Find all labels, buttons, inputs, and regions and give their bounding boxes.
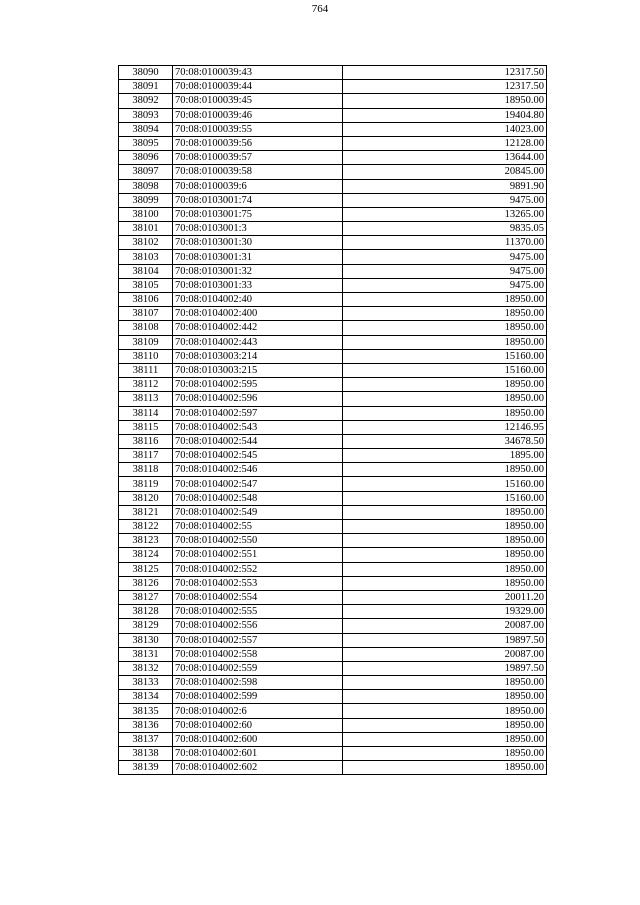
cadastral-number-cell: 70:08:0100039:57 [173,151,343,165]
row-number-cell: 38125 [119,562,173,576]
row-number-cell: 38137 [119,732,173,746]
table-row [119,718,547,732]
value-cell: 18950.00 [343,293,547,307]
table-row [119,704,547,718]
table-row [119,108,547,122]
row-number-cell: 38099 [119,193,173,207]
table-row [119,676,547,690]
table-row [119,307,547,321]
cadastral-number-cell: 70:08:0104002:545 [173,449,343,463]
value-cell: 20087.00 [343,619,547,633]
table-body [119,66,547,775]
table-row [119,449,547,463]
row-number-cell: 38114 [119,406,173,420]
row-number-cell: 38136 [119,718,173,732]
row-number-cell: 38094 [119,122,173,136]
cadastral-number-cell: 70:08:0104002:551 [173,548,343,562]
table-row [119,80,547,94]
cadastral-number-cell: 70:08:0104002:601 [173,747,343,761]
value-cell: 15160.00 [343,477,547,491]
value-cell: 18950.00 [343,761,547,775]
table-row [119,605,547,619]
value-cell: 13265.00 [343,207,547,221]
row-number-cell: 38134 [119,690,173,704]
row-number-cell: 38095 [119,136,173,150]
table-row [119,477,547,491]
cadastral-number-cell: 70:08:0104002:550 [173,534,343,548]
row-number-cell: 38097 [119,165,173,179]
row-number-cell: 38127 [119,590,173,604]
cadastral-number-cell: 70:08:0104002:602 [173,761,343,775]
table-row [119,94,547,108]
value-cell: 18950.00 [343,321,547,335]
cadastral-number-cell: 70:08:0104002:443 [173,335,343,349]
table-row [119,378,547,392]
cadastral-number-cell: 70:08:0104002:6 [173,704,343,718]
value-cell: 12317.50 [343,80,547,94]
row-number-cell: 38107 [119,307,173,321]
table-row [119,122,547,136]
value-cell: 13644.00 [343,151,547,165]
row-number-cell: 38123 [119,534,173,548]
row-number-cell: 38098 [119,179,173,193]
value-cell: 9835.05 [343,222,547,236]
value-cell: 18950.00 [343,562,547,576]
value-cell: 18950.00 [343,676,547,690]
row-number-cell: 38110 [119,349,173,363]
value-cell: 12317.50 [343,66,547,80]
row-number-cell: 38096 [119,151,173,165]
cadastral-number-cell: 70:08:0100039:46 [173,108,343,122]
row-number-cell: 38109 [119,335,173,349]
row-number-cell: 38100 [119,207,173,221]
value-cell: 14023.00 [343,122,547,136]
value-cell: 9475.00 [343,264,547,278]
cadastral-number-cell: 70:08:0104002:40 [173,293,343,307]
row-number-cell: 38106 [119,293,173,307]
cadastral-number-cell: 70:08:0104002:60 [173,718,343,732]
cadastral-number-cell: 70:08:0104002:442 [173,321,343,335]
cadastral-number-cell: 70:08:0104002:553 [173,576,343,590]
cadastral-number-cell: 70:08:0100039:56 [173,136,343,150]
row-number-cell: 38115 [119,420,173,434]
table-row [119,293,547,307]
table-row [119,562,547,576]
row-number-cell: 38124 [119,548,173,562]
table-row [119,236,547,250]
row-number-cell: 38112 [119,378,173,392]
cadastral-number-cell: 70:08:0103001:75 [173,207,343,221]
value-cell: 11370.00 [343,236,547,250]
table-row [119,250,547,264]
value-cell: 18950.00 [343,704,547,718]
row-number-cell: 38108 [119,321,173,335]
cadastral-number-cell: 70:08:0104002:554 [173,590,343,604]
cadastral-number-cell: 70:08:0104002:552 [173,562,343,576]
value-cell: 18950.00 [343,520,547,534]
cadastral-number-cell: 70:08:0103001:32 [173,264,343,278]
value-cell: 9475.00 [343,250,547,264]
row-number-cell: 38111 [119,363,173,377]
cadastral-number-cell: 70:08:0100039:6 [173,179,343,193]
value-cell: 18950.00 [343,505,547,519]
row-number-cell: 38132 [119,661,173,675]
cadastral-number-cell: 70:08:0104002:595 [173,378,343,392]
table-row [119,619,547,633]
value-cell: 12128.00 [343,136,547,150]
value-cell: 18950.00 [343,463,547,477]
value-cell: 15160.00 [343,491,547,505]
table-row [119,434,547,448]
row-number-cell: 38117 [119,449,173,463]
value-cell: 18950.00 [343,392,547,406]
cadastral-number-cell: 70:08:0103003:215 [173,363,343,377]
table-row [119,222,547,236]
cadastral-number-cell: 70:08:0103001:30 [173,236,343,250]
table-row [119,321,547,335]
value-cell: 18950.00 [343,548,547,562]
cadastral-number-cell: 70:08:0104002:543 [173,420,343,434]
cadastral-number-cell: 70:08:0104002:598 [173,676,343,690]
table-row [119,761,547,775]
value-cell: 19329.00 [343,605,547,619]
row-number-cell: 38133 [119,676,173,690]
row-number-cell: 38135 [119,704,173,718]
cadastral-number-cell: 70:08:0104002:600 [173,732,343,746]
table-row [119,406,547,420]
table-row [119,193,547,207]
table-row [119,151,547,165]
cadastral-number-cell: 70:08:0104002:544 [173,434,343,448]
cadastral-number-cell: 70:08:0100039:58 [173,165,343,179]
cadastral-number-cell: 70:08:0104002:557 [173,633,343,647]
cadastral-number-cell: 70:08:0104002:596 [173,392,343,406]
cadastral-number-cell: 70:08:0104002:555 [173,605,343,619]
value-cell: 18950.00 [343,406,547,420]
table-row [119,349,547,363]
value-cell: 18950.00 [343,747,547,761]
row-number-cell: 38121 [119,505,173,519]
value-cell: 9891.90 [343,179,547,193]
row-number-cell: 38131 [119,647,173,661]
value-cell: 18950.00 [343,534,547,548]
row-number-cell: 38093 [119,108,173,122]
row-number-cell: 38128 [119,605,173,619]
table-row [119,590,547,604]
table-row [119,505,547,519]
table-row [119,165,547,179]
value-cell: 20011.20 [343,590,547,604]
cadastral-number-cell: 70:08:0100039:44 [173,80,343,94]
row-number-cell: 38092 [119,94,173,108]
cadastral-number-cell: 70:08:0104002:558 [173,647,343,661]
value-cell: 9475.00 [343,278,547,292]
value-cell: 18950.00 [343,94,547,108]
table-row [119,207,547,221]
cadastral-number-cell: 70:08:0104002:547 [173,477,343,491]
table-row [119,264,547,278]
table-row [119,732,547,746]
cadastral-number-cell: 70:08:0104002:55 [173,520,343,534]
table-row [119,66,547,80]
table-row [119,463,547,477]
table-row [119,335,547,349]
value-cell: 12146.95 [343,420,547,434]
row-number-cell: 38119 [119,477,173,491]
table-row [119,363,547,377]
row-number-cell: 38113 [119,392,173,406]
value-cell: 19404.80 [343,108,547,122]
table-row [119,633,547,647]
row-number-cell: 38126 [119,576,173,590]
cadastral-number-cell: 70:08:0104002:559 [173,661,343,675]
cadastral-number-cell: 70:08:0104002:400 [173,307,343,321]
row-number-cell: 38104 [119,264,173,278]
table-row [119,491,547,505]
table-row [119,534,547,548]
row-number-cell: 38105 [119,278,173,292]
row-number-cell: 38103 [119,250,173,264]
cadastral-number-cell: 70:08:0100039:43 [173,66,343,80]
value-cell: 18950.00 [343,307,547,321]
row-number-cell: 38138 [119,747,173,761]
value-cell: 20087.00 [343,647,547,661]
cadastral-number-cell: 70:08:0104002:556 [173,619,343,633]
table-row [119,392,547,406]
cadastral-number-cell: 70:08:0103001:31 [173,250,343,264]
row-number-cell: 38116 [119,434,173,448]
value-cell: 1895.00 [343,449,547,463]
table-row [119,690,547,704]
table-row [119,179,547,193]
table-row [119,647,547,661]
cadastral-number-cell: 70:08:0104002:549 [173,505,343,519]
table-row [119,520,547,534]
table-row [119,136,547,150]
row-number-cell: 38129 [119,619,173,633]
row-number-cell: 38091 [119,80,173,94]
row-number-cell: 38090 [119,66,173,80]
value-cell: 20845.00 [343,165,547,179]
value-cell: 18950.00 [343,732,547,746]
value-cell: 18950.00 [343,718,547,732]
cadastral-number-cell: 70:08:0103001:74 [173,193,343,207]
value-cell: 19897.50 [343,661,547,675]
cadastral-number-cell: 70:08:0104002:599 [173,690,343,704]
value-cell: 9475.00 [343,193,547,207]
data-table [118,65,547,775]
value-cell: 18950.00 [343,378,547,392]
table-row [119,548,547,562]
table-row [119,661,547,675]
row-number-cell: 38102 [119,236,173,250]
cadastral-number-cell: 70:08:0103001:33 [173,278,343,292]
row-number-cell: 38118 [119,463,173,477]
row-number-cell: 38120 [119,491,173,505]
cadastral-number-cell: 70:08:0103001:3 [173,222,343,236]
row-number-cell: 38122 [119,520,173,534]
row-number-cell: 38139 [119,761,173,775]
table-row [119,278,547,292]
row-number-cell: 38101 [119,222,173,236]
value-cell: 18950.00 [343,690,547,704]
table-row [119,576,547,590]
cadastral-number-cell: 70:08:0104002:546 [173,463,343,477]
value-cell: 15160.00 [343,349,547,363]
cadastral-number-cell: 70:08:0100039:55 [173,122,343,136]
cadastral-number-cell: 70:08:0104002:548 [173,491,343,505]
table-row [119,747,547,761]
value-cell: 18950.00 [343,576,547,590]
value-cell: 34678.50 [343,434,547,448]
value-cell: 19897.50 [343,633,547,647]
row-number-cell: 38130 [119,633,173,647]
cadastral-number-cell: 70:08:0104002:597 [173,406,343,420]
cadastral-number-cell: 70:08:0103003:214 [173,349,343,363]
page-number: 764 [311,3,329,15]
value-cell: 15160.00 [343,363,547,377]
table-row [119,420,547,434]
value-cell: 18950.00 [343,335,547,349]
cadastral-number-cell: 70:08:0100039:45 [173,94,343,108]
